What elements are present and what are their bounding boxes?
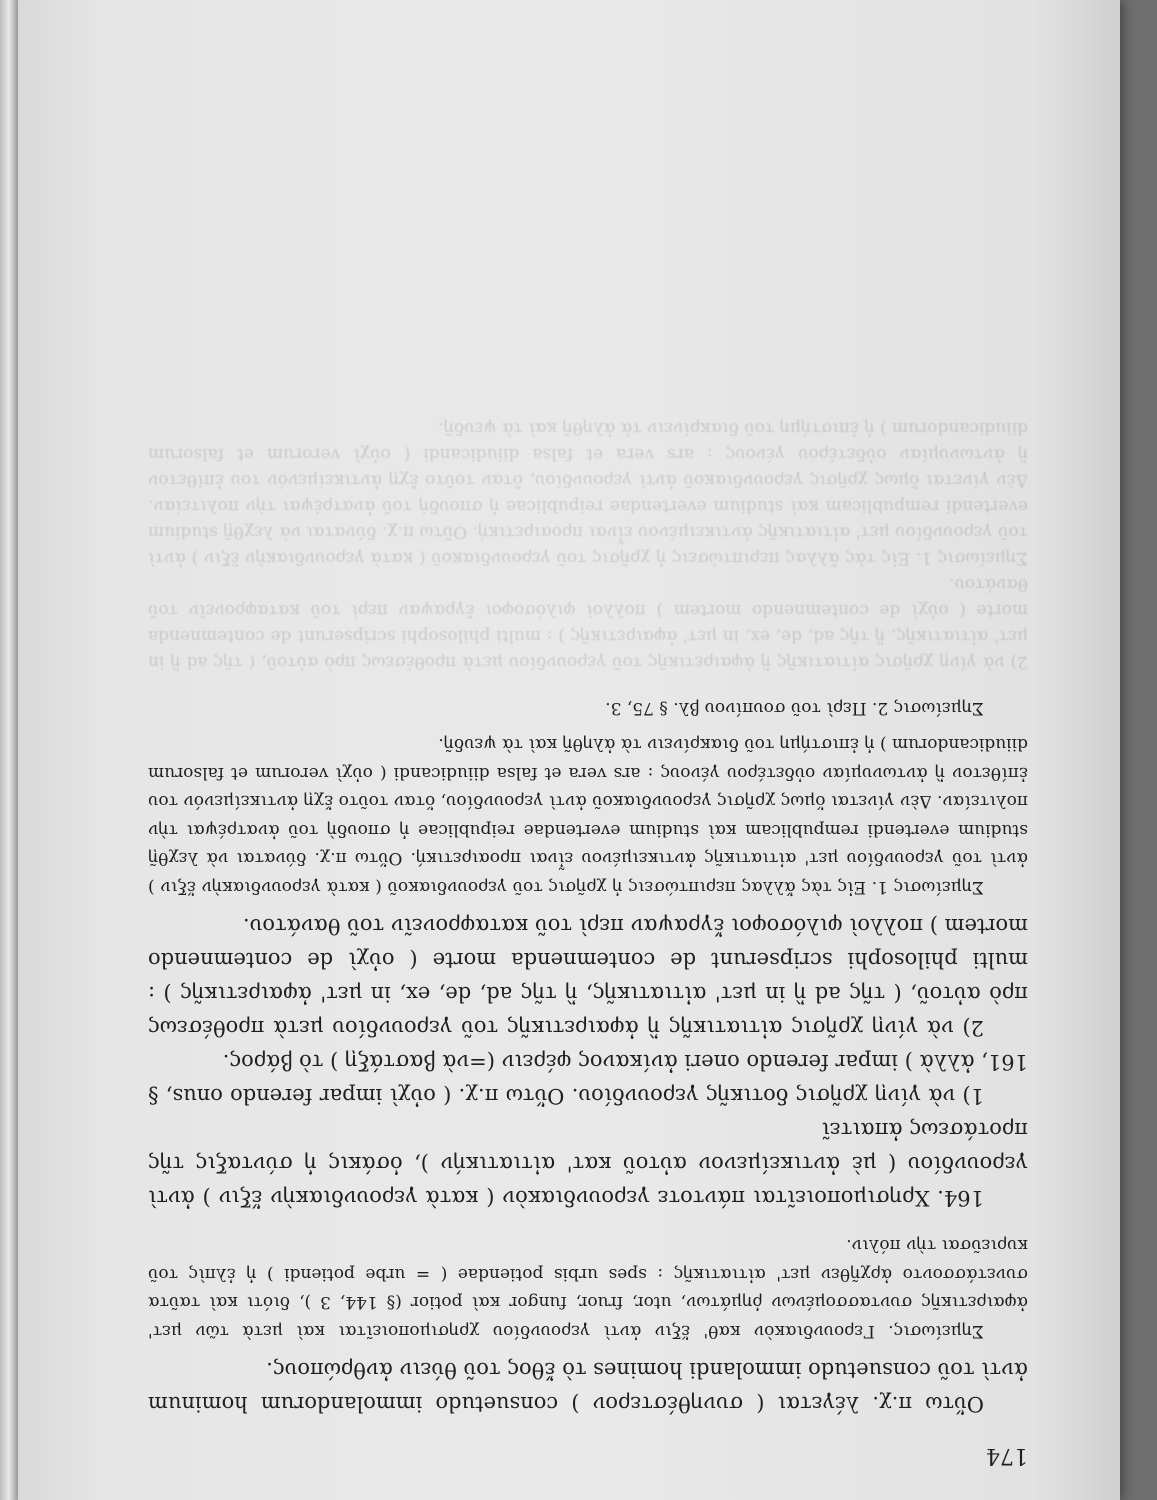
item-2-paragraph: 2) νὰ γίνῃ χρῆσις αἰτιατικῆς ἢ ἀφαιρετικῆς τοῦ γερουνδίου μετὰ προθέσεως πρὸ αὐτοῦ, ( τῆς ad ἢ in μετ' αἰτιατικῆς, ἢ τῆς ad, de, ex, in μετ' ἀφαιρετικῆς ) : multi philosophi scripserunt de contemnenda morte ( οὐχὶ de contemnendo mortem ) πολλοὶ φιλόσοφοι ἔγραψαν περὶ τοῦ καταφρονεῖν τοῦ θανάτου. <box>148 914 1028 1040</box>
bleed-line: 2) νὰ γίνῃ χρῆσις αἰτιατικῆς ἢ ἀφαιρετικῆς τοῦ γερουνδίου μετὰ προθέσεως πρὸ αὐτοῦ, ( τῆς ad ἢ in μετ' αἰτιατικῆς, ἢ τῆς ad, de, ex, in μετ' ἀφαιρετικῆς ) : multi philosophi scripserunt de contemnenda morte ( οὐχὶ de contemnendo mortem ) πολλοὶ φιλόσοφοι ἔγραψαν περὶ τοῦ καταφρονεῖν τοῦ θανάτου. <box>148 574 1028 673</box>
note-paragraph: Σημείωσις. Γερουνδιακὸν καθ' ἕξιν ἀντὶ γερουνδίου χρησιμοποιεῖται καὶ μετὰ τῶν μετ' ἀφαιρετικῆς συντασσομένων ῥημάτων, utor, fruor, fungor καὶ potior (§ 144, 3 ), διότι καὶ ταῦτα συνετάσσοντο ἀρχῆθεν μετ' αἰτιατικῆς : spes urbis potiendae ( = urbe potiendi ) ἡ ἐλπὶς τοῦ κυριεῦσαι τὴν πόλιν. <box>148 1235 1028 1341</box>
page-content-rotated <box>148 20 1028 1480</box>
section-164-paragraph: 164. Χρησιμοποιεῖται πάντοτε γερουνδιακὸν ( κατὰ γερουνδιακὴν ἕξιν ) ἀντὶ γερουνδίου ( μὲ ἀντικείμενον αὐτοῦ κατ' αἰτιατικήν ), ὁσάκις ἡ σύνταξις τῆς προτάσεως ἀπαιτεῖ <box>148 1118 1028 1210</box>
note-2-paragraph: Σημείωσις 2. Περὶ τοῦ σουπίνου βλ. § 75, 3. <box>605 698 984 718</box>
note-1-paragraph: Σημείωσις 1. Εἰς τὰς ἄλλας περιπτώσεις ἡ χρῆσις τοῦ γερουνδιακοῦ ( κατὰ γερουνδιακὴν ἕξιν ) ἀντὶ τοῦ γερουνδίου μετ' αἰτιατικῆς ἀντικειμένου εἶναι προαιρετική. Οὕτω π.χ. δύναται νὰ λεχθῇ studium evertendi rempublicam καὶ studium evertendae reipublicae ἡ σπουδὴ τοῦ ἀνατρέψαι τὴν πολιτείαν. Δὲν γίνεται ὅμως χρῆσις γερουνδιακοῦ ἀντὶ γερουνδίου, ὅταν τοῦτο ἔχῃ ἀντικείμενόν του ἐπίθετον ἢ ἀντωνυμίαν οὐδετέρου γένους : ars vera et falsa diiudicandi ( οὐχὶ verorum et falsorum diiudicandorum ) ἡ ἐπιστήμη τοῦ διακρίνειν τὰ ἀληθῆ καὶ τὰ ψευδῆ. <box>148 734 1028 897</box>
item-1-paragraph: 1) νὰ γίνῃ χρῆσις δοτικῆς γερουνδίου. Οὕτω π.χ. ( οὐχὶ impar ferendo onus, § 161, ἀλλὰ ) impar ferendo oneri ἀνίκανος φέρειν (=νὰ βαστάξῃ ) τὸ βάρος. <box>148 1050 1028 1108</box>
intro-paragraph: Οὕτω π.χ. λέγεται ( συνηθέστερον ) consuetudo immolandorum hominum ἀντὶ τοῦ consuetudo immolandi homines τὸ ἔθος τοῦ θύειν ἀνθρώπους. <box>148 1358 1028 1416</box>
bleed-through-text <box>148 416 1028 676</box>
bleed-line: Σημείωσις 1. Εἰς τὰς ἄλλας περιπτώσεις ἡ χρῆσις τοῦ γερουνδιακοῦ ( κατὰ γερουνδιακὴν ἕξιν ) ἀντὶ τοῦ γερουνδίου μετ' αἰτιατικῆς ἀντικειμένου εἶναι προαιρετική. Οὕτω π.χ. δύναται νὰ λεχθῇ studium evertendi rempublicam καὶ studium evertendae reipublicae ἡ σπουδὴ τοῦ ἀνατρέψαι τὴν πολιτείαν. Δὲν γίνεται ὅμως χρῆσις γερουνδιακοῦ ἀντὶ γερουνδίου, ὅταν τοῦτο ἔχῃ ἀντικείμενόν του ἐπίθετον ἢ ἀντωνυμίαν οὐδετέρου γένους : ars vera et falsa diiudicandi ( οὐχὶ verorum et falsorum diiudicandorum ) ἡ ἐπιστήμη τοῦ διακρίνειν τὰ ἀληθῆ καὶ τὰ ψευδῆ. <box>148 418 1028 569</box>
book-page <box>18 0 1120 1500</box>
page-number: 174 <box>986 1443 1028 1468</box>
